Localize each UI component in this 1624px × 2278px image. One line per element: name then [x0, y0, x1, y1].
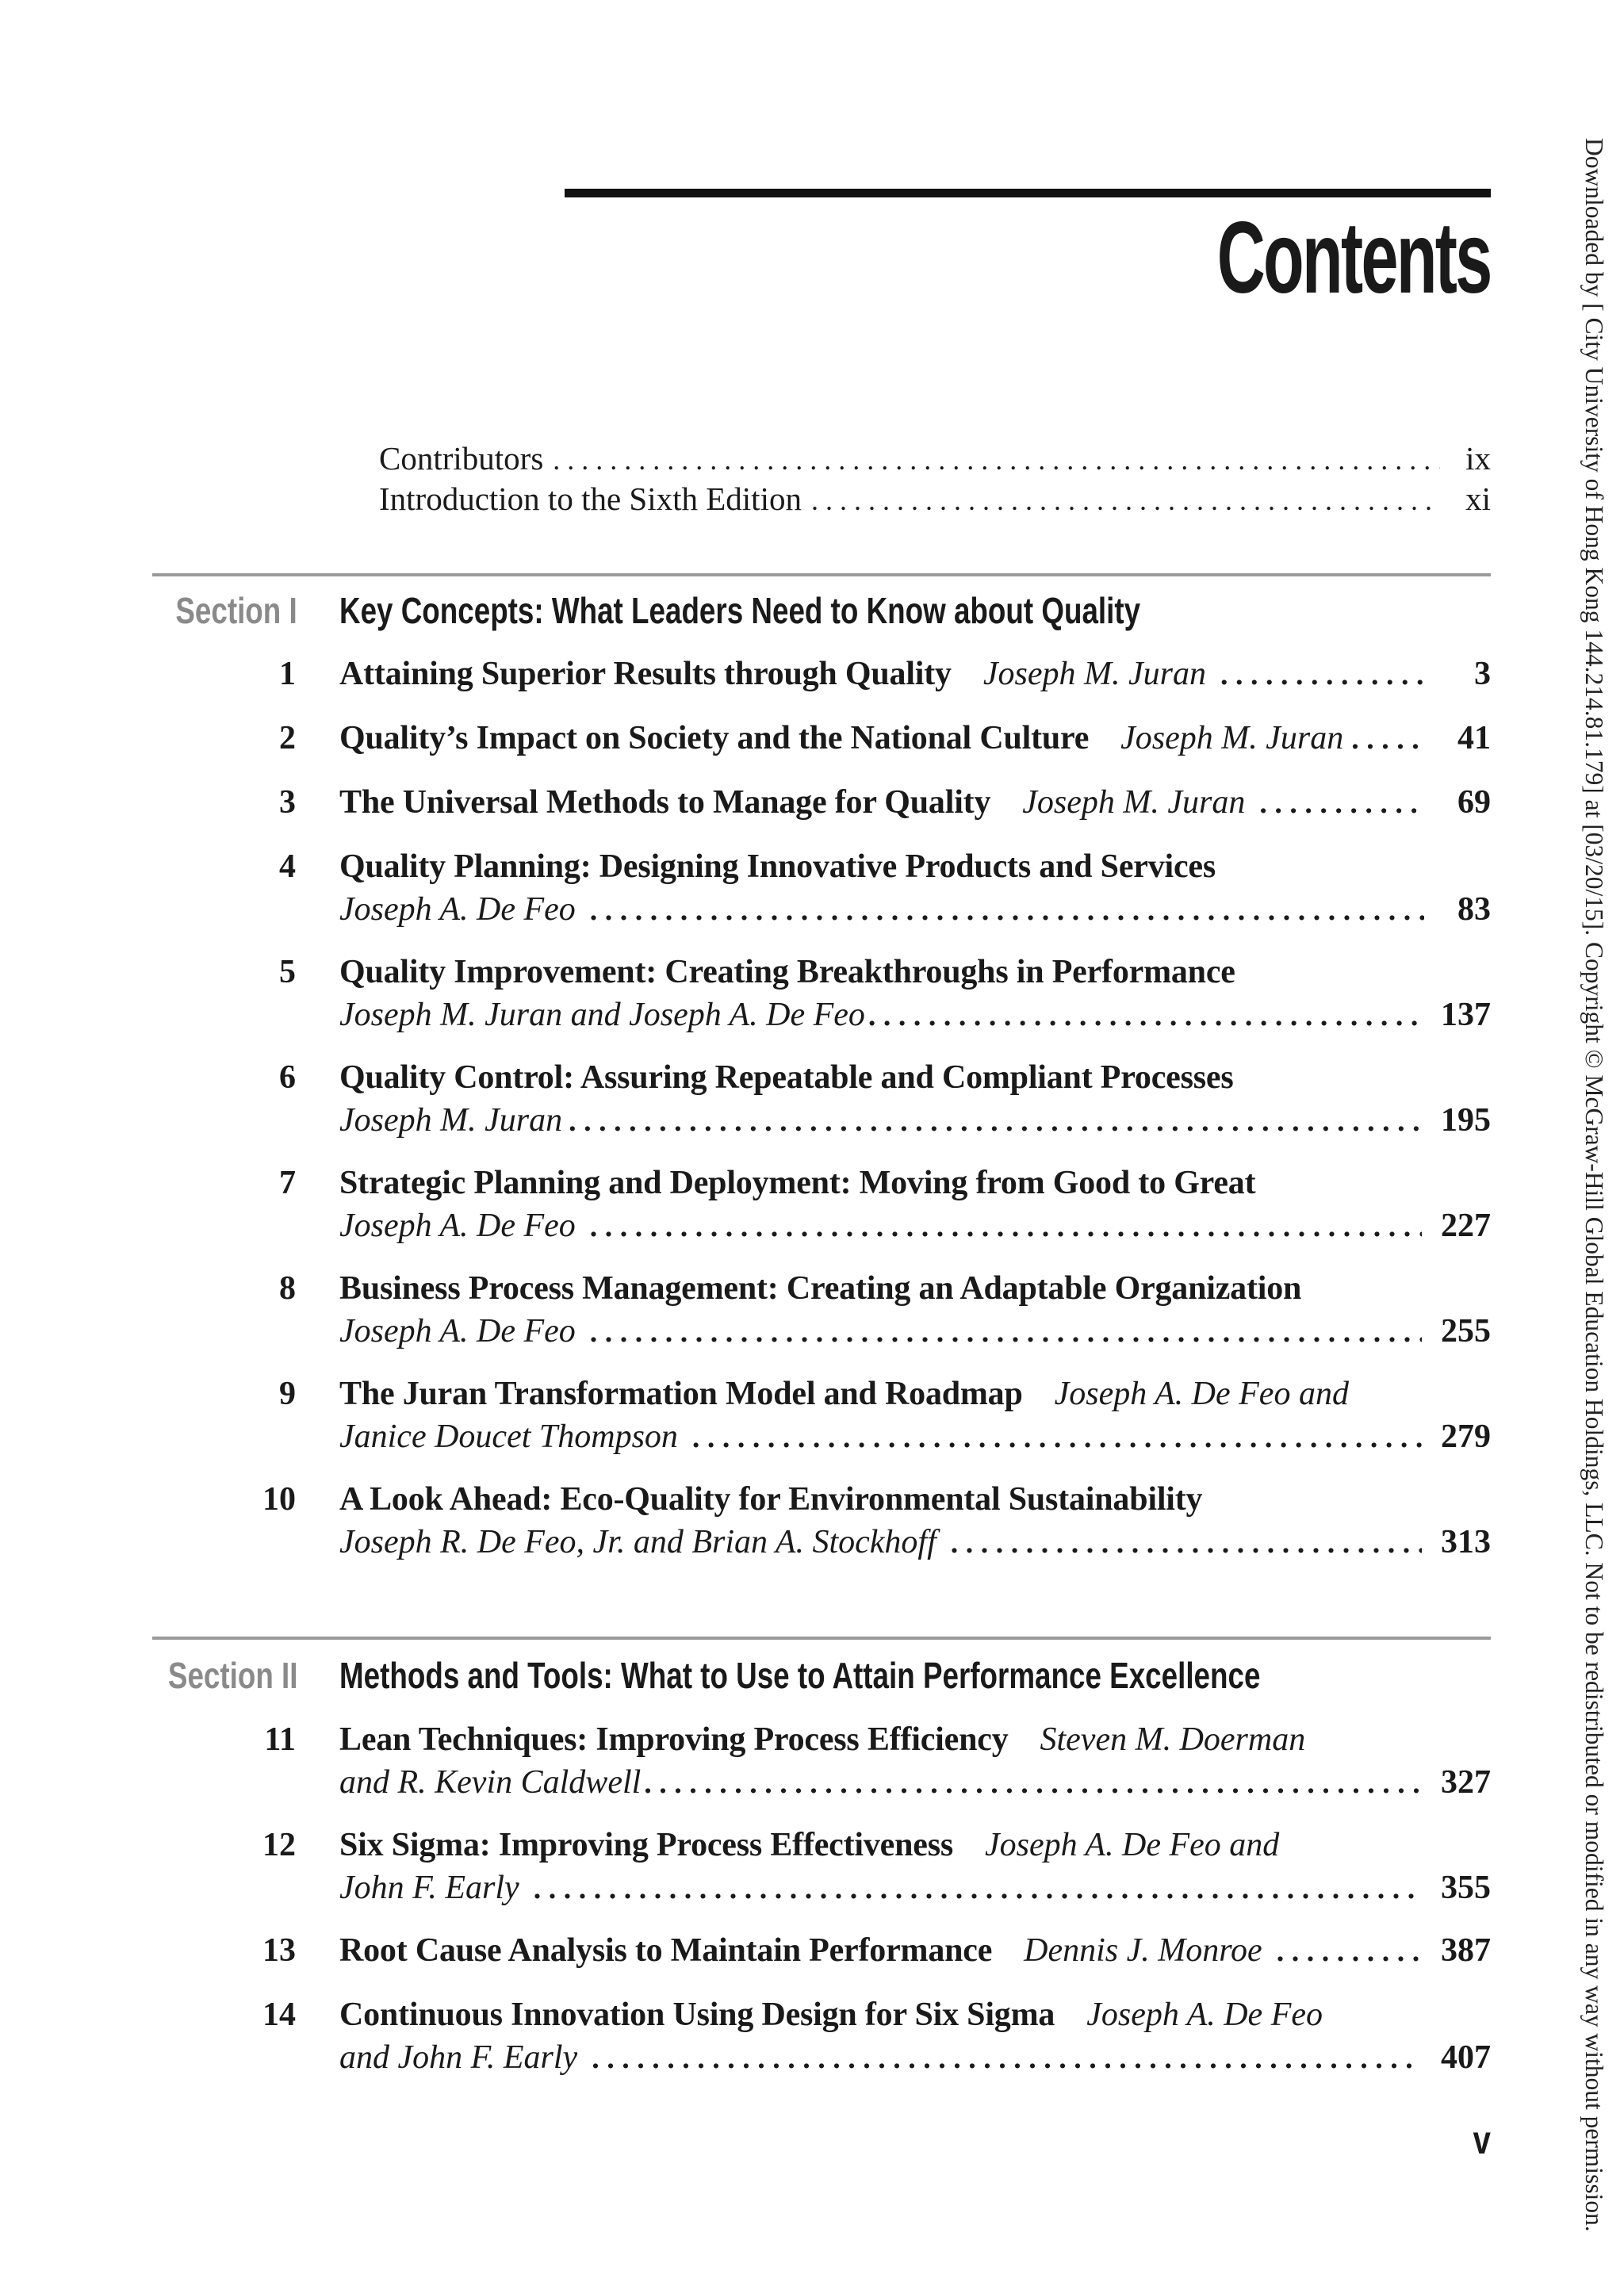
chapter-title: Strategic Planning and Deployment: Moving from Good to Great [339, 1165, 1256, 1201]
chapter-page: 355 [1441, 1870, 1491, 1906]
chapter-page: 327 [1441, 1764, 1491, 1801]
chapter-author-line1: Steven M. Doerman [1040, 1721, 1306, 1758]
chapter-author-line2: John F. Early [339, 1870, 519, 1906]
leader-dots [692, 1416, 1422, 1459]
section-title: Methods and Tools: What to Use to Attain Performance Excellence [339, 1655, 1261, 1696]
chapter-number: 6 [279, 1059, 296, 1096]
section-label: Section I [175, 590, 297, 631]
chapter-page: 195 [1441, 1102, 1491, 1139]
toc-entry-label: Contributors [379, 440, 544, 477]
chapter-title: Continuous Innovation Using Design for Six Sigma [339, 1997, 1055, 2033]
chapter-author-line2: and John F. Early [339, 2039, 578, 2076]
page-title: Contents [1217, 201, 1491, 315]
chapter-author: Joseph A. De Feo [339, 1313, 576, 1350]
chapter-number: 5 [279, 954, 296, 990]
chapter-number: 13 [262, 1932, 296, 1969]
leader-dots [534, 1867, 1422, 1910]
chapter-title: Six Sigma: Improving Process Effectiveness [339, 1827, 953, 1863]
chapter-title: Quality Improvement: Creating Breakthroughs in Performance [339, 954, 1235, 990]
page-number: v [1473, 2118, 1491, 2162]
chapter-number: 1 [279, 656, 296, 692]
chapter-author: Joseph M. Juran [982, 656, 1206, 692]
chapter-page: 387 [1441, 1932, 1491, 1969]
toc-entry-page: xi [1465, 480, 1491, 517]
leader-dots [590, 1311, 1422, 1353]
chapter-page: 255 [1441, 1313, 1491, 1350]
chapter-page: 137 [1441, 997, 1491, 1033]
leader-dots [1259, 782, 1424, 825]
chapter-page: 227 [1441, 1208, 1491, 1244]
chapter-page: 69 [1457, 784, 1491, 821]
chapter-author: Dennis J. Monroe [1024, 1932, 1262, 1969]
section-heading[interactable] [152, 589, 1491, 637]
chapter-page: 279 [1441, 1418, 1491, 1455]
leader-dots [590, 889, 1424, 932]
title-rule [565, 189, 1491, 197]
toc-entry-introduction[interactable] [379, 477, 1491, 520]
toc-entry-label: Introduction to the Sixth Edition [379, 480, 802, 517]
chapter-author: Joseph M. Juran [1022, 784, 1246, 821]
chapter-author-line1: Joseph A. De Feo [1086, 1997, 1323, 2033]
leader-dots [1277, 1930, 1422, 1973]
chapter-author: Joseph R. De Feo, Jr. and Brian A. Stockhoff [339, 1524, 936, 1560]
chapter-author: Joseph A. De Feo [339, 1208, 576, 1244]
section-label: Section II [167, 1655, 297, 1696]
leader-dots [592, 2037, 1422, 2080]
section-title: Key Concepts: What Leaders Need to Know about Quality [339, 590, 1141, 631]
chapter-title: A Look Ahead: Eco-Quality for Environmental Sustainability [339, 1481, 1203, 1518]
chapter-number: 3 [279, 784, 296, 821]
chapter-title: Root Cause Analysis to Maintain Performance [339, 1932, 993, 1969]
chapter-page: 83 [1457, 891, 1491, 928]
chapter-page: 407 [1441, 2039, 1491, 2076]
chapter-number: 9 [279, 1376, 296, 1412]
leader-dots [951, 1522, 1422, 1564]
chapter-title: Lean Techniques: Improving Process Efficiency [339, 1721, 1009, 1758]
toc-entry-page: ix [1465, 440, 1491, 477]
chapter-title: The Universal Methods to Manage for Quality [339, 784, 991, 821]
chapter-number: 14 [262, 1997, 296, 2033]
chapter-page: 313 [1441, 1524, 1491, 1560]
chapter-author: Joseph M. Juran [339, 1102, 563, 1139]
chapter-author: Joseph M. Juran [1120, 720, 1344, 756]
chapter-author: Joseph M. Juran and Joseph A. De Feo [339, 997, 865, 1033]
chapter-title: The Juran Transformation Model and Roadmap [339, 1376, 1023, 1412]
chapter-title: Business Process Management: Creating an Adaptable Organization [339, 1270, 1302, 1307]
leader-dots [569, 1100, 1422, 1143]
chapter-page: 41 [1457, 720, 1491, 756]
chapter-title: Quality Control: Assuring Repeatable and Compliant Processes [339, 1059, 1234, 1096]
chapter-number: 7 [279, 1165, 296, 1201]
chapter-number: 8 [279, 1270, 296, 1307]
chapter-title: Quality Planning: Designing Innovative Products and Services [339, 848, 1216, 885]
leader-dots [590, 1205, 1422, 1248]
download-notice [1580, 138, 1610, 2232]
chapter-title: Attaining Superior Results through Quality [339, 656, 952, 692]
chapter-number: 11 [264, 1721, 296, 1758]
chapter-number: 10 [262, 1481, 296, 1518]
section-divider [152, 1637, 1491, 1640]
chapter-number: 2 [279, 720, 296, 756]
leader-dots [553, 438, 1440, 481]
section-heading[interactable] [152, 1654, 1491, 1702]
toc-entry-contributors[interactable] [379, 437, 1491, 480]
leader-dots [868, 994, 1422, 1037]
section-divider [152, 573, 1491, 576]
leader-dots [644, 1762, 1422, 1805]
leader-dots [811, 479, 1440, 522]
chapter-number: 12 [262, 1827, 296, 1863]
chapter-author-line1: Joseph A. De Feo and [985, 1827, 1280, 1863]
chapter-author-line2: and R. Kevin Caldwell [339, 1764, 642, 1801]
chapter-title: Quality’s Impact on Society and the National Culture [339, 720, 1090, 756]
download-notice-text: Downloaded by [ City University of Hong Kong 144.214.81.179] at [03/20/15]. Copyright © McGraw-Hill Global Education Holdings, LLC. Not to be redistributed or modified in any way without permission. [1580, 138, 1608, 2232]
chapter-author-line2: Janice Doucet Thompson [339, 1418, 678, 1455]
chapter-page: 3 [1474, 656, 1491, 692]
leader-dots [1220, 653, 1424, 696]
leader-dots [1351, 718, 1424, 760]
chapter-author: Joseph A. De Feo [339, 891, 576, 928]
chapter-author-line1: Joseph A. De Feo and [1054, 1376, 1349, 1412]
chapter-number: 4 [279, 848, 296, 885]
